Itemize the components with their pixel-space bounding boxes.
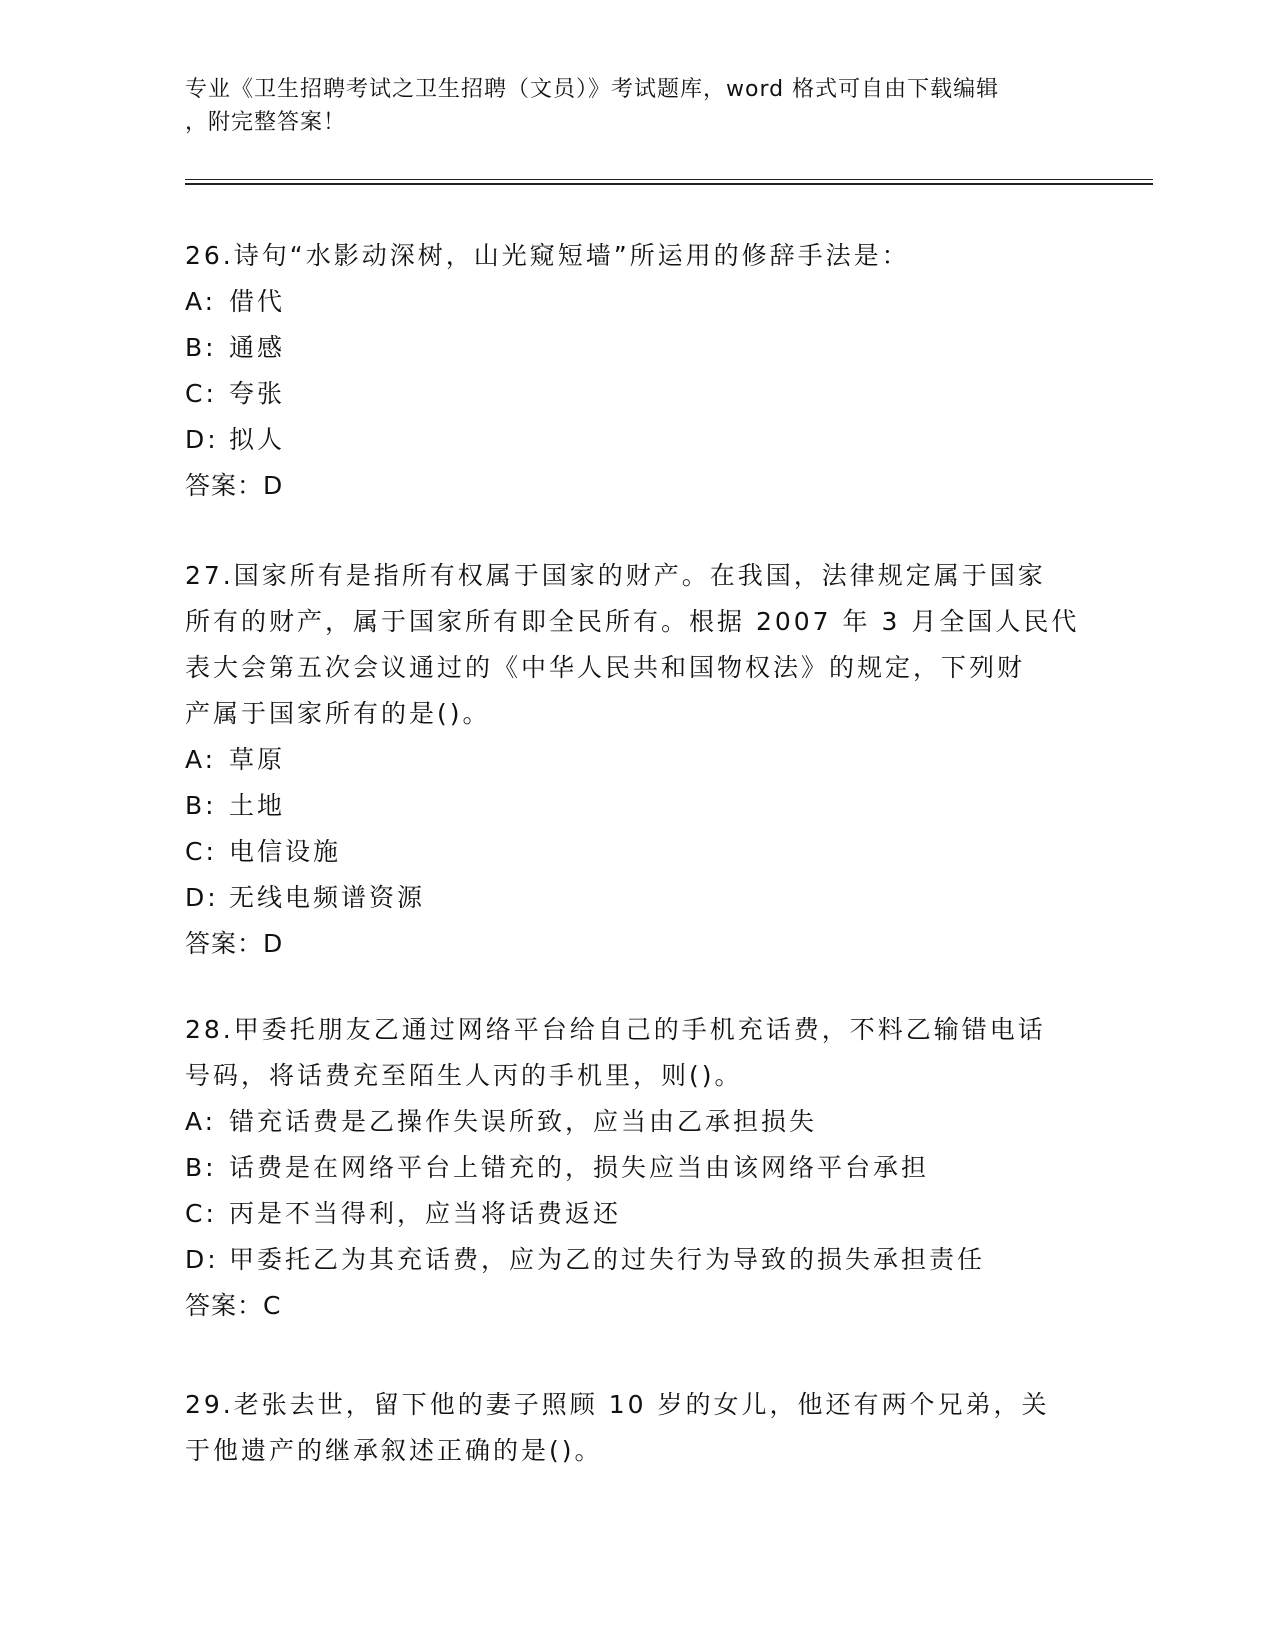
option-key: B: <box>185 791 217 820</box>
question-26 <box>185 233 1085 509</box>
option-key: C: <box>185 379 217 408</box>
question-28 <box>185 1007 1085 1329</box>
option-text: 错充话费是乙操作失误所致，应当由乙承担损失 <box>229 1107 818 1136</box>
question-text-line: 28.甲委托朋友乙通过网络平台给自己的手机充话费，不料乙输错电话 <box>185 1015 1046 1044</box>
option-b <box>185 1145 1085 1191</box>
option-text: 土地 <box>229 791 286 820</box>
question-text-line: 号码，将话费充至陌生人丙的手机里，则()。 <box>185 1061 743 1090</box>
option-key: A: <box>185 287 217 316</box>
option-a <box>185 737 1085 783</box>
option-text: 草原 <box>229 745 286 774</box>
option-key: D: <box>185 425 219 454</box>
question-text-line: 产属于国家所有的是()。 <box>185 699 491 728</box>
answer-line: 答案：C <box>185 1291 282 1320</box>
document-header <box>185 73 1065 139</box>
option-d <box>185 1237 1085 1283</box>
option-text: 拟人 <box>229 425 286 454</box>
option-text: 甲委托乙为其充话费，应为乙的过失行为导致的损失承担责任 <box>229 1245 986 1274</box>
option-c <box>185 1191 1085 1237</box>
option-b <box>185 783 1085 829</box>
question-text-line: 于他遗产的继承叙述正确的是()。 <box>185 1436 603 1465</box>
option-text: 借代 <box>229 287 286 316</box>
answer-line: 答案：D <box>185 929 284 958</box>
option-b <box>185 325 1085 371</box>
option-key: D: <box>185 883 219 912</box>
option-text: 电信设施 <box>229 837 342 866</box>
option-text: 无线电频谱资源 <box>229 883 426 912</box>
option-d <box>185 417 1085 463</box>
option-text: 丙是不当得利，应当将话费返还 <box>229 1199 622 1228</box>
option-text: 话费是在网络平台上错充的，损失应当由该网络平台承担 <box>229 1153 930 1182</box>
question-text-line: 27.国家所有是指所有权属于国家的财产。在我国，法律规定属于国家 <box>185 561 1046 590</box>
option-d <box>185 875 1085 921</box>
option-text: 夸张 <box>229 379 286 408</box>
option-key: A: <box>185 1107 217 1136</box>
question-text-line: 表大会第五次会议通过的《中华人民共和国物权法》的规定，下列财 <box>185 653 1026 682</box>
question-text-line: 26.诗句“水影动深树，山光窥短墙”所运用的修辞手法是： <box>185 241 910 270</box>
header-rule-thin <box>185 179 1153 180</box>
option-a <box>185 279 1085 325</box>
question-27 <box>185 553 1085 967</box>
question-text-line: 所有的财产，属于国家所有即全民所有。根据 2007 年 3 月全国人民代 <box>185 607 1080 636</box>
option-c <box>185 829 1085 875</box>
option-key: C: <box>185 837 217 866</box>
question-text-line: 29.老张去世，留下他的妻子照顾 10 岁的女儿，他还有两个兄弟，关 <box>185 1390 1050 1419</box>
option-text: 通感 <box>229 333 286 362</box>
option-key: B: <box>185 333 217 362</box>
answer-line: 答案：D <box>185 471 284 500</box>
header-line-1: 专业《卫生招聘考试之卫生招聘（文员）》考试题库，word 格式可自由下载编辑 <box>185 77 1000 102</box>
option-key: D: <box>185 1245 219 1274</box>
question-29 <box>185 1382 1085 1474</box>
option-key: C: <box>185 1199 217 1228</box>
option-key: A: <box>185 745 217 774</box>
header-line-2: ，附完整答案！ <box>185 110 347 135</box>
option-key: B: <box>185 1153 217 1182</box>
option-c <box>185 371 1085 417</box>
header-rule-thick <box>185 183 1153 185</box>
option-a <box>185 1099 1085 1145</box>
